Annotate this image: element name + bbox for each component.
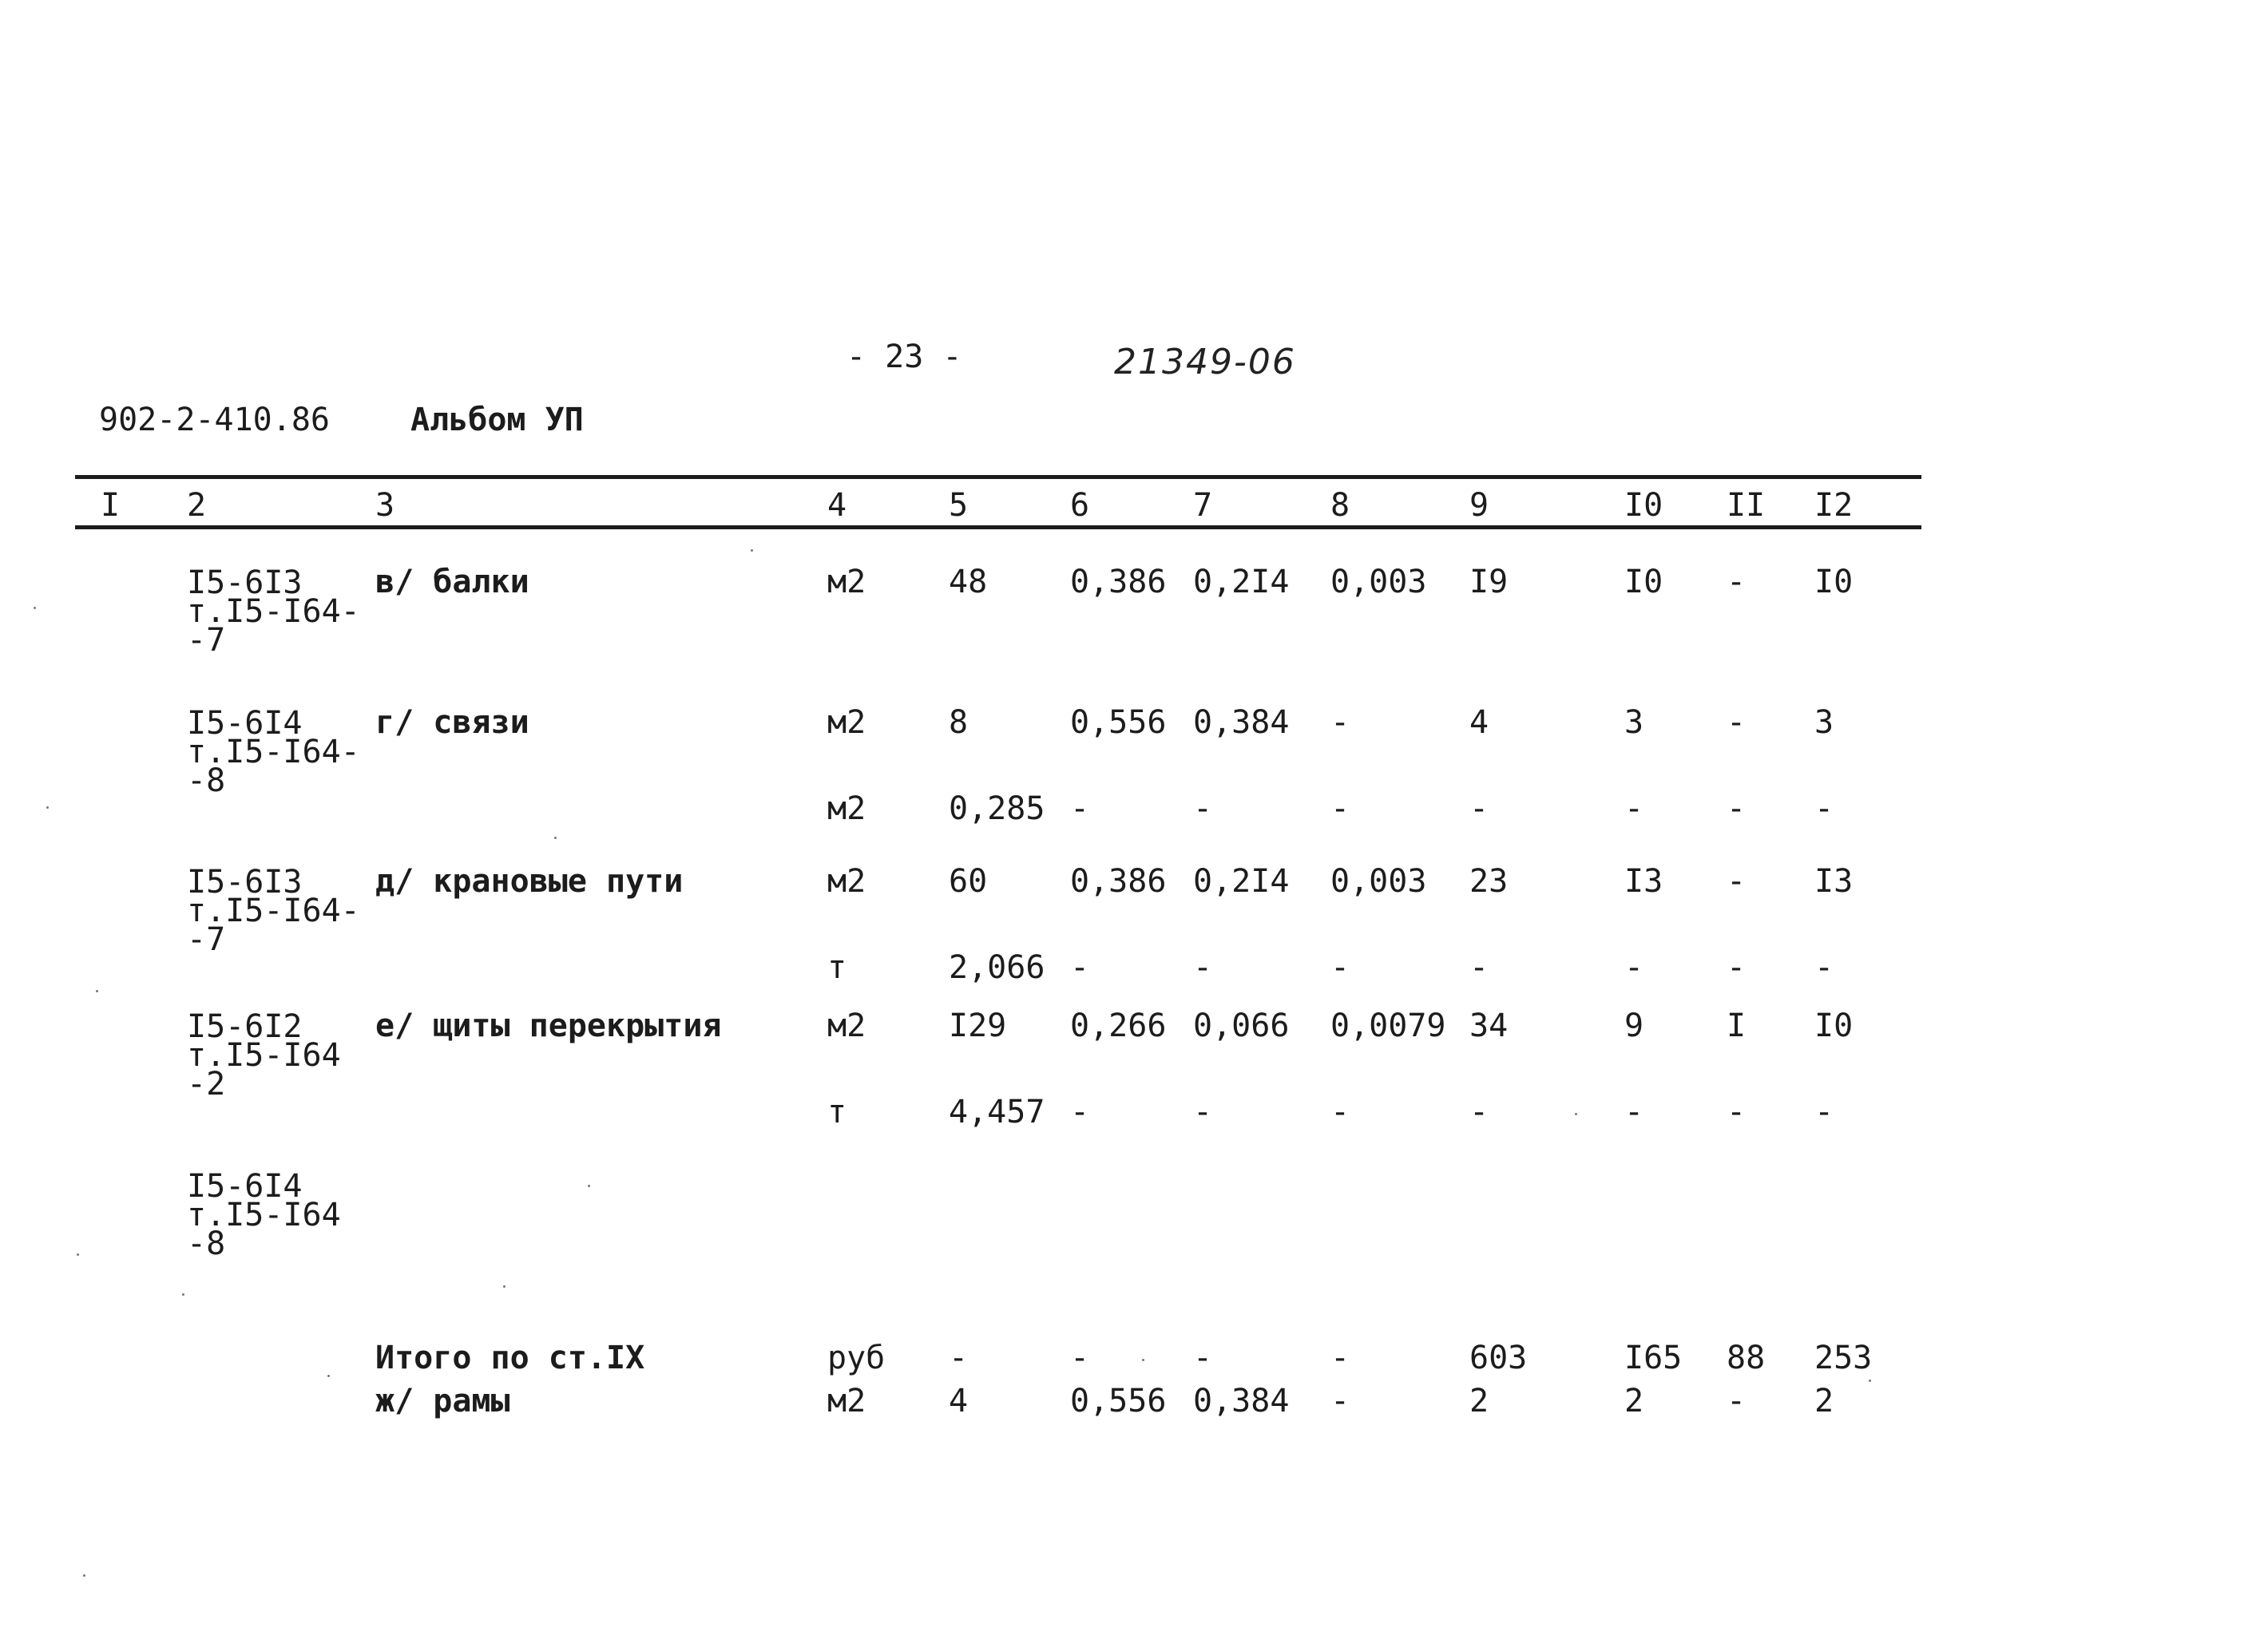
col-9-value: - xyxy=(1469,949,1489,986)
col-10-value: - xyxy=(1624,949,1644,986)
table-header-rule xyxy=(75,525,1921,529)
col-6-value: - xyxy=(1070,1094,1090,1130)
col-6-value: 0,386 xyxy=(1070,863,1167,900)
col-6-value: 0,556 xyxy=(1070,704,1167,741)
col-7-value: 0,384 xyxy=(1193,704,1290,741)
col-12-value: - xyxy=(1814,949,1834,986)
ref-code-line: I5-6I3 xyxy=(187,864,303,901)
column-header-7: 7 xyxy=(1193,487,1213,524)
col-6-value: - xyxy=(1070,949,1090,986)
col-5-value: 4,457 xyxy=(949,1094,1045,1130)
col-12-value: - xyxy=(1814,790,1834,827)
col-7-value: - xyxy=(1193,1094,1213,1130)
col-5-value: I29 xyxy=(949,1008,1007,1044)
col-9-value: 23 xyxy=(1469,863,1509,900)
ref-code-line: I5-6I4 xyxy=(187,705,303,742)
ref-code-line: т.I5-I64 xyxy=(187,1197,341,1233)
column-header-2: 2 xyxy=(187,487,207,524)
ref-code-line: т.I5-I64- xyxy=(187,893,360,929)
col-6-value: 0,556 xyxy=(1070,1383,1167,1419)
col-10-value: 9 xyxy=(1624,1008,1644,1044)
column-header-10: I0 xyxy=(1624,487,1663,524)
col-10-value: 3 xyxy=(1624,704,1644,741)
col-5-value: 0,285 xyxy=(949,790,1045,827)
unit-value: м2 xyxy=(827,564,866,600)
unit-value: т xyxy=(827,949,847,986)
col-5-value: 8 xyxy=(949,704,969,741)
col-11-value: - xyxy=(1727,1383,1747,1419)
col-12-value: I0 xyxy=(1814,1008,1854,1044)
total-col-12-value: 253 xyxy=(1814,1340,1873,1376)
col-12-value: I0 xyxy=(1814,564,1854,600)
page-number: - 23 - xyxy=(847,339,962,375)
col-11-value: - xyxy=(1727,949,1747,986)
column-header-8: 8 xyxy=(1330,487,1350,524)
col-11-value: - xyxy=(1727,790,1747,827)
column-header-11: II xyxy=(1727,487,1766,524)
column-header-4: 4 xyxy=(827,487,847,524)
ref-code-line: -8 xyxy=(187,762,226,799)
col-10-value: - xyxy=(1624,790,1644,827)
col-8-value: - xyxy=(1330,1094,1350,1130)
column-header-3: 3 xyxy=(375,487,395,524)
col-8-value: 0,0079 xyxy=(1330,1008,1446,1044)
total-label: Итого по ст.IX xyxy=(375,1340,645,1376)
col-6-value: 0,386 xyxy=(1070,564,1167,600)
col-10-value: - xyxy=(1624,1094,1644,1130)
col-7-value: 0,2I4 xyxy=(1193,863,1290,900)
handwritten-code: 21349-06 xyxy=(1114,342,1296,382)
col-8-value: - xyxy=(1330,1383,1350,1419)
ref-code-line: -7 xyxy=(187,622,226,659)
column-header-6: 6 xyxy=(1070,487,1090,524)
column-header-5: 5 xyxy=(949,487,969,524)
col-10-value: 2 xyxy=(1624,1383,1644,1419)
total-col-10-value: I65 xyxy=(1624,1340,1683,1376)
unit-value: м2 xyxy=(827,1008,866,1044)
item-name: ж/ рамы xyxy=(375,1383,510,1419)
item-name: е/ щиты перекрытия xyxy=(375,1008,722,1044)
total-unit-value: руб xyxy=(827,1340,886,1376)
unit-value: м2 xyxy=(827,704,866,741)
col-12-value: I3 xyxy=(1814,863,1854,900)
total-col-6-value: - xyxy=(1070,1340,1090,1376)
col-11-value: - xyxy=(1727,564,1747,600)
column-header-9: 9 xyxy=(1469,487,1489,524)
col-5-value: 4 xyxy=(949,1383,969,1419)
col-12-value: 3 xyxy=(1814,704,1834,741)
col-5-value: 2,066 xyxy=(949,949,1045,986)
item-name: в/ балки xyxy=(375,564,529,600)
total-col-11-value: 88 xyxy=(1727,1340,1766,1376)
table-top-rule xyxy=(75,475,1921,479)
ref-code-line: -2 xyxy=(187,1066,226,1103)
total-col-5-value: - xyxy=(949,1340,969,1376)
ref-code-line: I5-6I2 xyxy=(187,1008,303,1045)
col-11-value: I xyxy=(1727,1008,1747,1044)
col-8-value: 0,003 xyxy=(1330,863,1427,900)
col-7-value: 0,2I4 xyxy=(1193,564,1290,600)
document-code: 902-2-410.86 xyxy=(99,402,330,438)
col-8-value: - xyxy=(1330,790,1350,827)
col-11-value: - xyxy=(1727,863,1747,900)
total-col-7-value: - xyxy=(1193,1340,1213,1376)
col-12-value: 2 xyxy=(1814,1383,1834,1419)
unit-value: м2 xyxy=(827,1383,866,1419)
col-9-value: 2 xyxy=(1469,1383,1489,1419)
total-col-8-value: - xyxy=(1330,1340,1350,1376)
col-10-value: I0 xyxy=(1624,564,1663,600)
col-5-value: 60 xyxy=(949,863,988,900)
col-7-value: - xyxy=(1193,949,1213,986)
item-name: д/ крановые пути xyxy=(375,863,684,900)
unit-value: м2 xyxy=(827,790,866,827)
col-8-value: 0,003 xyxy=(1330,564,1427,600)
col-11-value: - xyxy=(1727,704,1747,741)
col-7-value: - xyxy=(1193,790,1213,827)
column-header-12: I2 xyxy=(1814,487,1854,524)
col-9-value: 4 xyxy=(1469,704,1489,741)
unit-value: м2 xyxy=(827,863,866,900)
unit-value: т xyxy=(827,1094,847,1130)
ref-code-line: т.I5-I64- xyxy=(187,734,360,770)
ref-code-line: т.I5-I64 xyxy=(187,1037,341,1074)
column-header-1: I xyxy=(101,487,121,524)
col-7-value: 0,066 xyxy=(1193,1008,1290,1044)
col-11-value: - xyxy=(1727,1094,1747,1130)
col-9-value: 34 xyxy=(1469,1008,1509,1044)
ref-code-line: I5-6I3 xyxy=(187,564,303,601)
col-12-value: - xyxy=(1814,1094,1834,1130)
col-9-value: - xyxy=(1469,1094,1489,1130)
col-6-value: - xyxy=(1070,790,1090,827)
ref-code-line: -8 xyxy=(187,1225,226,1262)
ref-code-line: т.I5-I64- xyxy=(187,593,360,630)
col-9-value: I9 xyxy=(1469,564,1509,600)
col-5-value: 48 xyxy=(949,564,988,600)
col-8-value: - xyxy=(1330,704,1350,741)
col-6-value: 0,266 xyxy=(1070,1008,1167,1044)
item-name: г/ связи xyxy=(375,704,529,741)
col-10-value: I3 xyxy=(1624,863,1663,900)
total-col-9-value: 603 xyxy=(1469,1340,1528,1376)
album-label: Альбом УП xyxy=(410,402,584,438)
col-9-value: - xyxy=(1469,790,1489,827)
ref-code-line: I5-6I4 xyxy=(187,1168,303,1205)
col-7-value: 0,384 xyxy=(1193,1383,1290,1419)
col-8-value: - xyxy=(1330,949,1350,986)
ref-code-line: -7 xyxy=(187,921,226,958)
